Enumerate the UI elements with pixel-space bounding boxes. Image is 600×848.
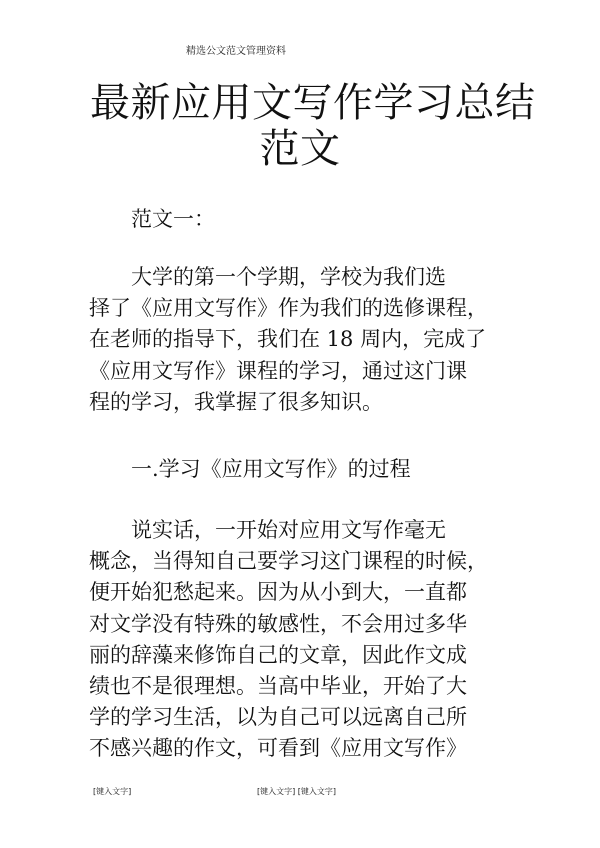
paragraph-line: 丽的辞藻来修饰自己的文章，因此作文成 bbox=[89, 642, 467, 667]
paragraph-line: 程的学习，我掌握了很多知识。 bbox=[89, 389, 383, 414]
paragraph-line: 说实话，一开始对应用文写作毫无 bbox=[89, 518, 446, 542]
section-heading-text: 一.学习《应用文写作》的过程 bbox=[89, 457, 411, 481]
page-title bbox=[90, 80, 536, 172]
paragraph-line: 择了《应用文写作》作为我们的选修课程， bbox=[89, 296, 488, 321]
paragraph-line: 学的学习生活，以为自己可以远离自己所 bbox=[89, 705, 467, 730]
paragraph-line: 便开始犯愁起来。因为从小到大，一直都 bbox=[89, 580, 467, 605]
header-note: 精选公文范文管理资料 bbox=[186, 46, 286, 57]
paragraph-line: 绩也不是很理想。当高中毕业，开始了大 bbox=[89, 674, 467, 699]
section-label-text: 范文一： bbox=[89, 207, 215, 231]
title-line-1: 最新应用文写作学习总结 bbox=[90, 80, 536, 126]
title-line-2: 范文 bbox=[259, 126, 341, 172]
paragraph-line: 不感兴趣的作文，可看到《应用文写作》 bbox=[89, 736, 467, 761]
paragraph-2 bbox=[89, 515, 513, 765]
paragraph-1 bbox=[89, 262, 513, 418]
footer-left: [键入文字] bbox=[93, 787, 132, 796]
paragraph-line: 对文学没有特殊的敏感性，不会用过多华 bbox=[89, 611, 467, 636]
section-label bbox=[89, 204, 513, 235]
footer-center: [键入文字] [键入文字] bbox=[257, 787, 337, 796]
paragraph-line: 概念，当得知自己要学习这门课程的时候， bbox=[89, 549, 488, 574]
paragraph-line: 在老师的指导下，我们在 18 周内，完成了 bbox=[89, 327, 487, 352]
paragraph-line: 大学的第一个学期，学校为我们选 bbox=[89, 265, 446, 289]
paragraph-line: 《应用文写作》课程的学习，通过这门课 bbox=[89, 358, 467, 383]
section-heading bbox=[89, 454, 513, 485]
